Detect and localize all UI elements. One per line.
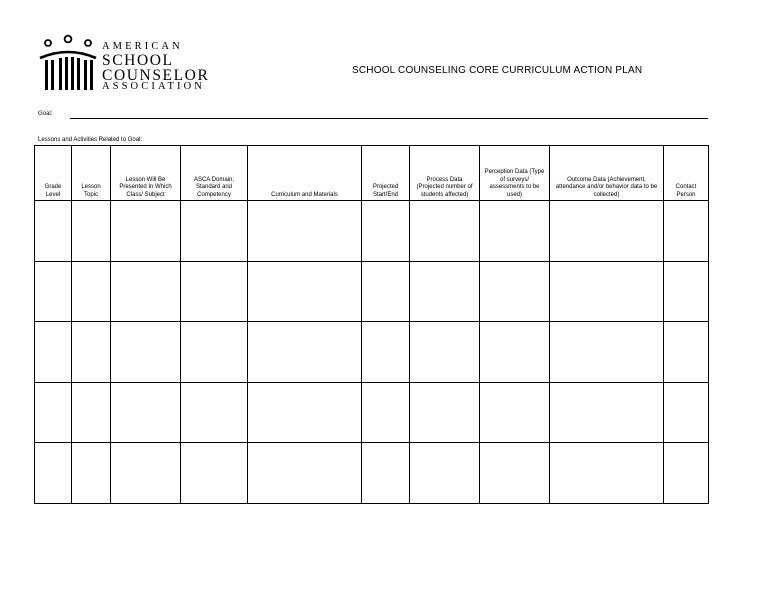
header-label: Lesson Will Be Presented In Which Class/ Subject: [119, 176, 172, 198]
table-cell[interactable]: [480, 201, 550, 262]
table-cell[interactable]: [111, 382, 181, 443]
table-cell[interactable]: [664, 443, 709, 504]
table-cell[interactable]: [72, 382, 111, 443]
table-cell[interactable]: [664, 322, 709, 383]
table-cell[interactable]: [181, 201, 248, 262]
table-cell[interactable]: [480, 443, 550, 504]
table-body: [35, 201, 709, 504]
table-cell[interactable]: [248, 322, 362, 383]
header-projected-start-end: [362, 146, 410, 201]
goal-label: Goal:: [38, 111, 53, 117]
table-cell[interactable]: [550, 201, 664, 262]
goal-field[interactable]: [70, 118, 708, 119]
header-label: Grade Level: [44, 184, 62, 198]
header-label: Curriculum and Materials: [271, 191, 338, 198]
header-process-data: [410, 146, 480, 201]
table-cell[interactable]: [35, 382, 72, 443]
table-row: [35, 322, 709, 383]
table-row: [35, 382, 709, 443]
table-cell[interactable]: [664, 261, 709, 322]
table-cell[interactable]: [362, 382, 410, 443]
logo-line-association: ASSOCIATION: [102, 81, 205, 92]
table-cell[interactable]: [550, 382, 664, 443]
table-cell[interactable]: [72, 201, 111, 262]
table-cell[interactable]: [35, 201, 72, 262]
table-cell[interactable]: [248, 261, 362, 322]
table-cell[interactable]: [181, 261, 248, 322]
table-cell[interactable]: [664, 382, 709, 443]
page-title: SCHOOL COUNSELING CORE CURRICULUM ACTION PLAN: [352, 65, 643, 76]
table-cell[interactable]: [72, 322, 111, 383]
table-cell[interactable]: [480, 261, 550, 322]
header-label: Outcome Data (Achievement, attendance and/or behavior data to be collected): [555, 176, 658, 198]
table-cell[interactable]: [181, 443, 248, 504]
table-cell[interactable]: [111, 322, 181, 383]
table-row: [35, 201, 709, 262]
header-label: Lesson Topic: [81, 184, 101, 198]
header-class-subject: [111, 146, 181, 201]
table-cell[interactable]: [410, 322, 480, 383]
header-lesson-topic: [72, 146, 111, 201]
header-contact-person: [664, 146, 709, 201]
table-cell[interactable]: [410, 443, 480, 504]
table-cell[interactable]: [248, 443, 362, 504]
header-label: Process Data (Projected number of students affected): [416, 176, 473, 198]
header-label: Perception Data (Type of surveys/ assessments to be used): [484, 169, 545, 198]
table-cell[interactable]: [550, 261, 664, 322]
table-cell[interactable]: [248, 201, 362, 262]
table-cell[interactable]: [35, 261, 72, 322]
logo-wordmark: [102, 42, 209, 93]
table-cell[interactable]: [362, 201, 410, 262]
table-cell[interactable]: [248, 382, 362, 443]
table-cell[interactable]: [111, 201, 181, 262]
table-cell[interactable]: [35, 443, 72, 504]
lessons-label: Lessons and Activities Related to Goal:: [38, 137, 143, 143]
table-row: [35, 261, 709, 322]
table-row: [35, 443, 709, 504]
header-curriculum-materials: [248, 146, 362, 201]
table-cell[interactable]: [410, 382, 480, 443]
table-header-row: [35, 146, 709, 201]
header-label: ASCA Domain, Standard and Competency: [193, 176, 235, 198]
header-label: Projected Start/End: [372, 184, 399, 198]
logo-line-school: SCHOOL: [102, 52, 174, 69]
header-grade-level: [35, 146, 72, 201]
table-cell[interactable]: [181, 322, 248, 383]
table-cell[interactable]: [410, 261, 480, 322]
table-cell[interactable]: [111, 261, 181, 322]
columns-figures-icon: [38, 34, 98, 94]
table-cell[interactable]: [410, 201, 480, 262]
logo-line-counselor: COUNSELOR: [102, 66, 210, 84]
table-cell[interactable]: [550, 443, 664, 504]
header-asca-domain: [181, 146, 248, 201]
table-cell[interactable]: [35, 322, 72, 383]
table-cell[interactable]: [362, 322, 410, 383]
asca-logo: [38, 34, 210, 94]
table-cell[interactable]: [111, 443, 181, 504]
table-cell[interactable]: [480, 382, 550, 443]
table-cell[interactable]: [664, 201, 709, 262]
table-cell[interactable]: [72, 261, 111, 322]
header-outcome-data: [550, 146, 664, 201]
table-cell[interactable]: [362, 443, 410, 504]
header-label: Contact Person: [675, 184, 697, 198]
logo-line-american: AMERICAN: [102, 41, 183, 52]
table-cell[interactable]: [72, 443, 111, 504]
action-plan-table: [34, 145, 709, 504]
table-cell[interactable]: [480, 322, 550, 383]
table-cell[interactable]: [550, 322, 664, 383]
table-cell[interactable]: [181, 382, 248, 443]
header-perception-data: [480, 146, 550, 201]
table-cell[interactable]: [362, 261, 410, 322]
